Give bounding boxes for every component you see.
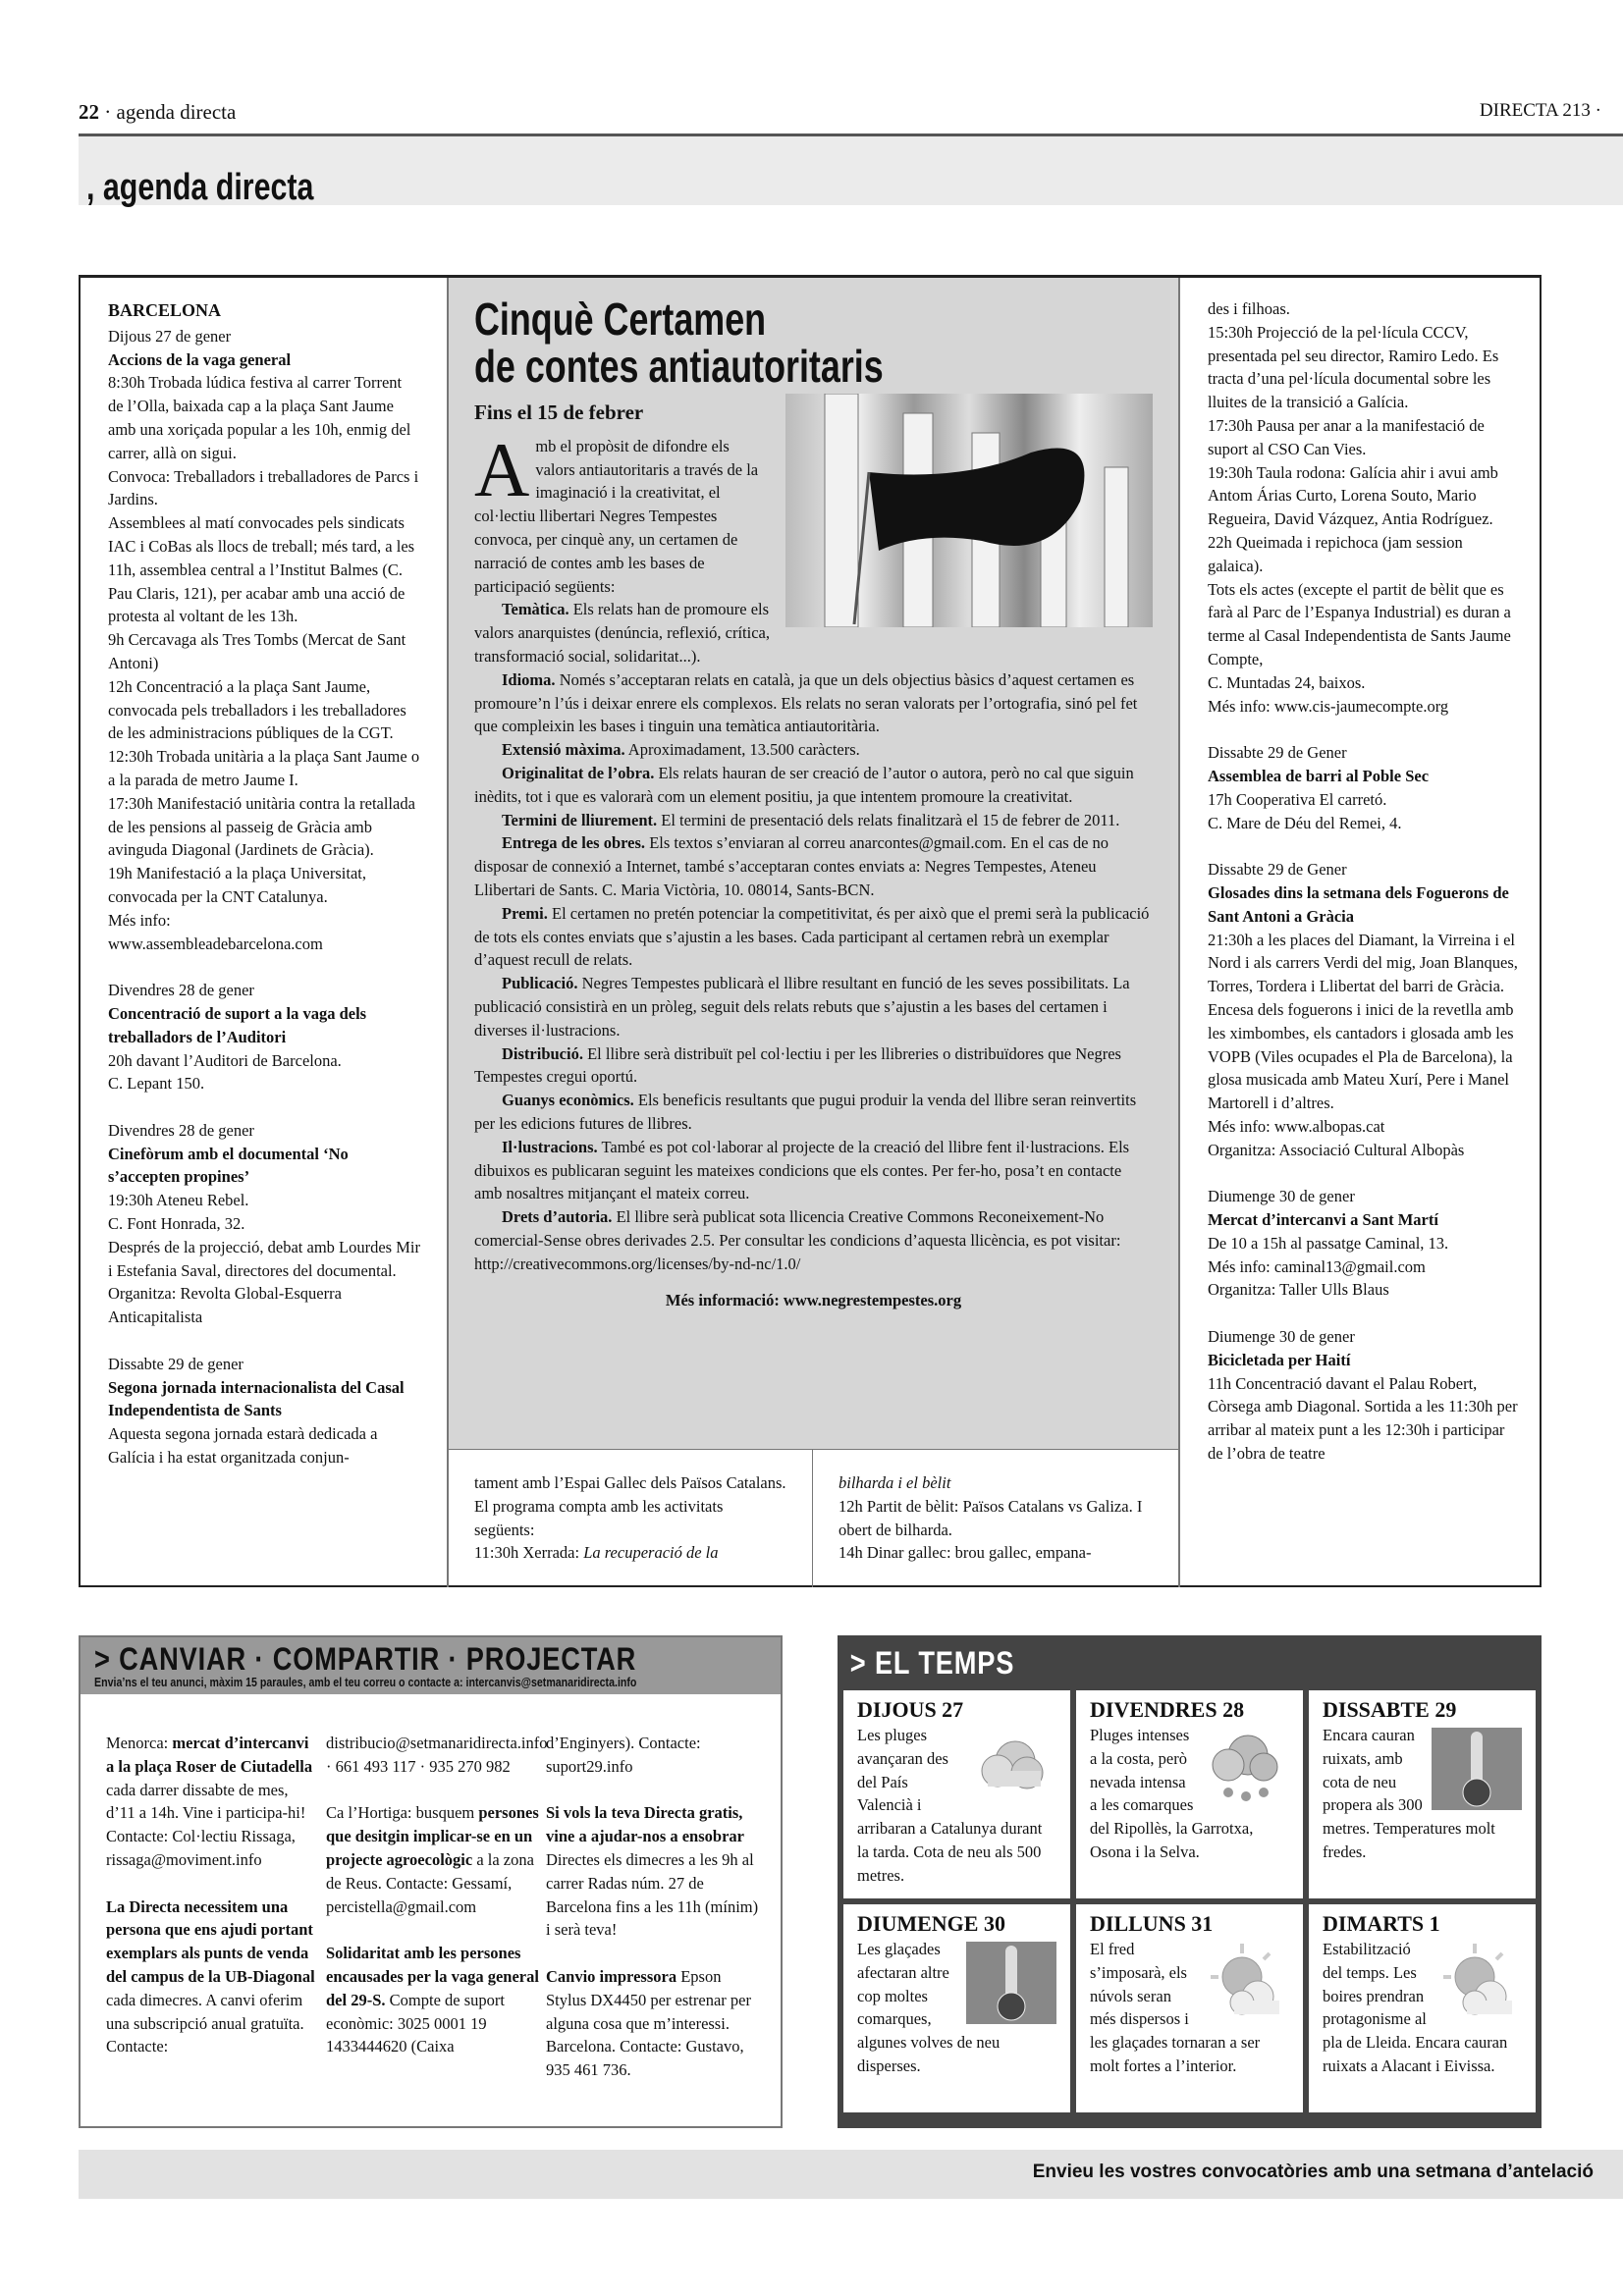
article-paragraph: [474, 809, 1153, 832]
paragraph-label: Extensió màxima.: [502, 740, 625, 760]
event-detail: Tots els actes (excepte el partit de bèlit que es farà al Parc de l’Espanya Industrial) es duran a terme al Casal Independentista de Sants Jaume Compte,: [1208, 579, 1511, 668]
rain-icon: [1199, 1728, 1289, 1810]
article: [447, 278, 1180, 1449]
classifieds-column: [106, 1732, 320, 2082]
event-detail: 15:30h Projecció de la pel·lícula CCCV, presentada pel seu director, Ramiro Ledo. Es tracta d’una pel·lícula documental sobre les lluites de la transició a Galícia.: [1208, 322, 1499, 412]
event-detail: 19h Manifestació a la plaça Universitat, convocada per la CNT Catalunya.: [108, 864, 366, 906]
event-detail: 17:30h Manifestació unitària contra la retallada de les pensions al passeig de Gràcia amb avinguda Diagonal (Jardinets de Gràcia).: [108, 793, 415, 860]
page-header-left: [79, 100, 236, 125]
article-paragraph: [474, 1205, 1153, 1275]
article-paragraph: [474, 762, 1153, 809]
event-title: Concentració de suport a la vaga dels treballadors de l’Auditori: [108, 1003, 367, 1046]
event-detail: des i filhoas.: [1208, 299, 1290, 318]
paragraph-text: Els relats hauran de ser creació de l’autor o autora, però no cal que siguin inèdits, tot i que es valorarà com un element positiu, ja que intentem promoure la creativitat.: [474, 763, 1134, 806]
paragraph-text: El llibre serà distribuït pel col·lectiu i per les llibreries o distribuïdores que Negres Tempestes cregui oportú.: [474, 1043, 1121, 1087]
cloud-icon: [966, 1728, 1056, 1810]
classifieds-title: > CANVIAR · COMPARTIR · PROJECTAR: [94, 1641, 637, 1677]
event-date: Diumenge 30 de gener: [1208, 1187, 1355, 1206]
city-heading: BARCELONA: [108, 300, 222, 320]
continuation-b: [813, 1449, 1180, 1587]
event-detail: C. Lepant 150.: [108, 1074, 205, 1094]
weather-day: [1309, 1904, 1536, 2112]
paragraph-label: Idioma.: [502, 669, 556, 689]
thermometer-icon: [1432, 1728, 1522, 1810]
article-paragraph: [474, 1042, 1153, 1090]
ad-text: a la zona de Reus. Contacte: Gessamí, percistella@gmail.com: [326, 1849, 534, 1916]
event-detail: 12h Concentració a la plaça Sant Jaume, convocada pels treballadors i les treballadores de les administracions públiques de la CGT.: [108, 676, 406, 743]
classified-ad: [106, 1732, 320, 1872]
drop-cap: A: [474, 426, 530, 512]
article-paragraph: [474, 668, 1153, 738]
weather-box: [838, 1635, 1542, 2128]
article-intro: mb el propòsit de difondre els valors antiautoritaris a través de la imaginació i la creativitat, el col·lectiu llibertari Negres Tempestes convoca, per cinquè any, un certamen de narració de contes amb les bases de participació següents:: [474, 436, 759, 596]
event-detail: 19:30h Ateneu Rebel.: [108, 1191, 249, 1210]
event: [108, 325, 420, 956]
event-detail: 12:30h Trobada unitària a la plaça Sant Jaume o a la parada de metro Jaume I.: [108, 747, 420, 789]
event-detail: 11h Concentració davant el Palau Robert, Còrsega amb Diagonal. Sortida a les 11:30h per arribar al mateix punt a les 12:30h i participar de l’obra de teatre: [1208, 1373, 1518, 1464]
event-title: Accions de la vaga general: [108, 349, 292, 369]
event-detail: C. Mare de Déu del Remei, 4.: [1208, 813, 1402, 832]
issue-number: DIRECTA 213 ·: [1479, 100, 1601, 121]
event-detail: 21:30h a les places del Diamant, la Virreina i el Nord i als carrers Verdi del mig, Joan Blanques, Torres, Tordera i Llibertat del barri de Gràcia.: [1208, 930, 1518, 996]
ad-text: Solidaritat amb les persones encausades per la vaga general del 29-S.: [326, 1944, 539, 2009]
article-paragraph: [474, 831, 1153, 901]
sun-cloud-icon: [1432, 1942, 1522, 2024]
event: [1208, 741, 1518, 834]
weather-day: [1076, 1904, 1303, 2112]
event-detail: 8:30h Trobada lúdica festiva al carrer Torrent de l’Olla, baixada cap a la plaça Sant Jaume amb una xoriçada popular a les 10h, enmig del carrer, allà on sigui.: [108, 373, 411, 462]
weather-forecast: Les glaçades afectaran altre cop moltes comarques, algunes volves de neu disperses.: [857, 1940, 1001, 2075]
ad-text: d’Enginyers). Contacte: suport29.info: [546, 1734, 701, 1776]
footer-text: Envieu les vostres convocatòries amb una setmana d’antelació: [1032, 2162, 1594, 2182]
paragraph-text: El certamen no pretén potenciar la competitivitat, és per això que el premi serà la publicació de tots els contes enviats que s’ajustin a les bases. Cada participant al certamen rebrà un exemplar d’aquest recull de relats.: [474, 903, 1150, 970]
ad-text: Directes els dimecres a les 9h al carrer Radas núm. 27 de Barcelona fins a les 11h (mínim) i serà teva!: [546, 1849, 759, 1940]
paragraph-text: El llibre serà publicat sota llicencia Creative Commons Reconeixement-No comercial-Sense obres derivades 2.5. Per consultar les condicions d’aquesta llicència, es pot visitar: http://creativecommons.org/licenses/by-nd-nc/1.0/: [474, 1207, 1121, 1273]
event-date: Divendres 28 de gener: [108, 1120, 254, 1140]
ad-text: mercat d’intercanvi a la plaça Roser de Ciutadella: [106, 1734, 313, 1776]
paragraph-text: Els textos s’enviaran al correu anarcontes@gmail.com. En el cas de no disposar de connexió a Internet, també s’acceptaran contes enviats a: Negres Tempestes, Ateneu Llibertari de Sants. C. Maria Victòria, 10. 08014, Sants-BCN.: [474, 833, 1109, 899]
thermometer-icon: [966, 1942, 1056, 2024]
text: 14h Dinar gallec: brou gallec, empana-: [839, 1543, 1092, 1563]
classified-ad: [326, 1801, 540, 1918]
article-paragraph: [474, 738, 1153, 762]
event: [1208, 858, 1518, 1161]
event: [108, 1353, 420, 1469]
event-detail: Després de la projecció, debat amb Lourdes Mir i Estefania Saval, directores del documental.: [108, 1237, 420, 1280]
event-detail: Organitza: Taller Ulls Blaus: [1208, 1280, 1389, 1300]
classifieds-column: [546, 1732, 760, 2106]
event-detail: 20h davant l’Auditori de Barcelona.: [108, 1050, 342, 1070]
classifieds-box: [79, 1635, 783, 2128]
classified-ad: [326, 1732, 548, 1779]
more-info: Més informació: www.negrestempestes.org: [665, 1291, 962, 1310]
classified-ad: [546, 1965, 760, 2082]
classifieds-header: [81, 1637, 781, 1694]
event-detail: C. Font Honrada, 32.: [108, 1214, 245, 1234]
right-column: [1180, 278, 1542, 1587]
paragraph-text: Aproximadament, 13.500 caràcters.: [624, 740, 860, 760]
event-title: Mercat d’intercanvi a Sant Martí: [1208, 1210, 1438, 1230]
event-date: Dissabte 29 de Gener: [1208, 860, 1347, 880]
paragraph-label: Originalitat de l’obra.: [502, 763, 655, 782]
event-title: Cinefòrum amb el documental ‘No s’accepten propines’: [108, 1144, 349, 1187]
page-number: 22: [79, 100, 99, 124]
paragraph-label: Il·lustracions.: [502, 1137, 598, 1156]
classified-ad: [546, 1732, 760, 1779]
event-detail: Més info: www.cis-jaumecompte.org: [1208, 696, 1449, 716]
weather-day: [1076, 1690, 1303, 1898]
event-detail: Més info: www.albopas.cat: [1208, 1116, 1385, 1136]
paragraph-text: També es pot col·laborar al projecte de la creació del llibre fent il·lustracions. Els dibuixos es publicaran seguint les mateixes condicions que els contes. Per fer-ho, posa’t en contacte amb nosaltres mitjançant el mateix correu.: [474, 1137, 1130, 1203]
event-detail: De 10 a 15h al passatge Caminal, 13.: [1208, 1233, 1449, 1253]
section-title: , agenda directa: [86, 167, 314, 208]
classified-ad: [546, 1801, 760, 1942]
event-title: Bicicletada per Haití: [1208, 1350, 1351, 1369]
event-date: Dijous 27 de gener: [108, 326, 232, 346]
ad-text: La Directa necessitem una persona que ens ajudi portant exemplars als punts de venda del campus de la UB-Diagonal: [106, 1896, 315, 1986]
ad-text: distribucio@setmanaridirecta.info · 661 493 117 · 935 270 982: [326, 1734, 548, 1776]
weather-title: > EL TEMPS: [849, 1645, 1015, 1681]
section-name: · agenda directa: [99, 100, 237, 124]
paragraph-label: Premi.: [502, 903, 548, 923]
event-detail: C. Muntadas 24, baixos.: [1208, 672, 1366, 692]
agenda-box: [79, 275, 1542, 1587]
continuation-a: [447, 1449, 813, 1587]
paragraph-label: Drets d’autoria.: [502, 1207, 613, 1227]
ad-text: persones que desitgin implicar-se en un projecte agroecològic: [326, 1803, 539, 1869]
event-detail: Organitza: Revolta Global-Esquerra Anticapitalista: [108, 1284, 342, 1327]
paragraph-text: Només s’acceptaran relats en català, ja que un dels objectius bàsics d’aquest certamen es promoure’n l’ús i deixar enrere els complexos. Els relats no seran valorats per l’ortografia, sinó pel fet que compleixin les bases i tinguin una temàtica antiautoritària.: [474, 669, 1138, 736]
weather-day-label: DIJOUS 27: [857, 1697, 964, 1722]
weather-forecast: El fred s’imposarà, els núvols seran més dispersos i les glaçades tornaran a ser molt fortes a l’interior.: [1090, 1940, 1261, 2075]
paragraph-label: Distribució.: [502, 1043, 583, 1063]
paragraph-label: Entrega de les obres.: [502, 833, 646, 853]
ad-text: Canvio impressora: [546, 1966, 677, 1986]
article-paragraph: [474, 1089, 1153, 1136]
title-line: Cinquè Certamen: [474, 294, 767, 345]
event-title: Assemblea de barri al Poble Sec: [1208, 766, 1430, 785]
weather-forecast: Encara cauran ruixats, amb cota de neu propera als 300 metres. Temperatures molt fredes.: [1323, 1726, 1495, 1861]
event-detail: 17h Cooperativa El carretó.: [1208, 789, 1387, 809]
weather-forecast: Les pluges avançaran des del País Valencià i arribaran a Catalunya durant la tarda. Cota de neu als 500 metres.: [857, 1726, 1043, 1885]
event-title: Segona jornada internacionalista del Casal Independentista de Sants: [108, 1377, 405, 1420]
paragraph-text: Negres Tempestes publicarà el llibre resultant en funció de les seves possibilitats. La publicació consistirà en un pròleg, seguit dels relats rebuts que s’ajustin a les bases del certamen i diverses il·lustracions.: [474, 974, 1130, 1040]
event-detail: 9h Cercavaga als Tres Tombs (Mercat de Sant Antoni): [108, 630, 406, 672]
article-paragraph: [474, 902, 1153, 972]
ad-text: cada darrer dissabte de mes, d’11 a 14h. Vine i participa-hi! Contacte: Col·lectiu Rissaga, rissaga@moviment.info: [106, 1780, 306, 1869]
event: [1208, 1325, 1518, 1466]
paragraph-label: Termini de lliurement.: [502, 810, 658, 829]
ad-text: Menorca:: [106, 1734, 173, 1752]
event-date: Diumenge 30 de gener: [1208, 1327, 1355, 1347]
weather-forecast: Pluges intenses a la costa, però nevada intensa a les comarques del Ripollès, la Garrotxa, Osona i la Selva.: [1090, 1726, 1254, 1861]
text: 12h Partit de bèlit: Països Catalans vs Galiza. I obert de bilharda.: [839, 1496, 1143, 1539]
event-detail: 22h Queimada i repichoca (jam session galaica).: [1208, 532, 1463, 575]
event-detail: Organitza: Associació Cultural Albopàs: [1208, 1140, 1465, 1159]
article-paragraph: [474, 1136, 1153, 1205]
event-title: Glosades dins la setmana dels Foguerons de Sant Antoni a Gràcia: [1208, 882, 1509, 926]
paragraph-text: El termini de presentació dels relats finalitzarà el 15 de febrer de 2011.: [657, 810, 1120, 829]
event-detail: www.assembleadebarcelona.com: [108, 934, 323, 953]
weather-day: [843, 1904, 1070, 2112]
classified-ad: [326, 1942, 540, 2058]
sun-cloud-icon: [1199, 1942, 1289, 2024]
weather-day-label: DILLUNS 31: [1090, 1911, 1214, 1936]
event-detail: 19:30h Taula rodona: Galícia ahir i avui amb Antom Árias Curto, Lorena Souto, Mario Regueira, David Vázquez, Antia Rodríguez.: [1208, 462, 1498, 529]
event-detail: Convoca: Treballadors i treballadores de Parcs i Jardins.: [108, 466, 419, 509]
weather-day: [1309, 1690, 1536, 1898]
ad-text: Ca l’Hortiga: busquem: [326, 1803, 479, 1823]
text: tament amb l’Espai Gallec dels Països Catalans. El programa compta amb les activitats següents:: [474, 1473, 786, 1539]
event-detail: Més info:: [108, 910, 171, 930]
text: La recuperació de la: [583, 1543, 719, 1563]
text: bilharda i el bèlit: [839, 1473, 951, 1492]
weather-day-label: DIVENDRES 28: [1090, 1697, 1245, 1722]
weather-forecast: Estabilització del temps. Les boires prendran protagonisme al pla de Lleida. Encara cauran ruixats a Alacant i Eivissa.: [1323, 1940, 1508, 2075]
paragraph-label: Publicació.: [502, 974, 578, 993]
article-paragraph: [474, 972, 1153, 1041]
paragraph-text: Els beneficis resultants que pugui produir la venda del llibre seran reinvertits per les edicions futures de llibres.: [474, 1091, 1137, 1133]
black-flag-photo: [785, 394, 1153, 627]
weather-day-label: DIMARTS 1: [1323, 1911, 1440, 1936]
event-date: Divendres 28 de gener: [108, 981, 254, 1000]
event-date: Dissabte 29 de Gener: [1208, 743, 1347, 763]
paragraph-label: Temàtica.: [502, 600, 569, 619]
event: [108, 1119, 420, 1329]
left-column: [108, 299, 420, 1493]
event: [108, 979, 420, 1095]
classified-ad: [106, 1896, 320, 2059]
classifieds-column: [326, 1732, 548, 2082]
ad-text: Compte de suport econòmic: 3025 0001 19 1433444620 (Caixa: [326, 1990, 505, 2056]
paragraph-text: Els relats han de promoure els valors anarquistes (denúncia, reflexió, crítica, transformació social, solidaritat...).: [474, 600, 770, 666]
event-detail: 17:30h Pausa per anar a la manifestació de suport al CSO Can Vies.: [1208, 415, 1485, 458]
event-detail: Aquesta segona jornada estarà dedicada a Galícia i ha estat organitzada conjun-: [108, 1424, 378, 1468]
weather-day: [843, 1690, 1070, 1898]
article-subtitle: Fins el 15 de febrer: [474, 400, 644, 424]
paragraph-label: Guanys econòmics.: [502, 1091, 634, 1110]
ad-text: cada dimecres. A canvi oferim una subscripció anual gratuïta. Contacte:: [106, 1990, 304, 2056]
ad-text: Epson Stylus DX4450 per estrenar per alguna cosa que m’interessi. Barcelona. Contacte: Gustavo, 935 461 736.: [546, 1966, 751, 2080]
title-line: de contes antiautoritaris: [474, 341, 884, 392]
event-detail: Encesa dels foguerons i inici de la revetlla amb les ximbombes, els cantadors i glosada amb les VOPB (Viles ocupades el Pla de Barcelona), la glosa musicada amb Mateu Xurí, Pere i Manel Martorell i d’altres.: [1208, 999, 1514, 1113]
event-detail: Més info: caminal13@gmail.com: [1208, 1256, 1426, 1276]
weather-day-label: DISSABTE 29: [1323, 1697, 1457, 1722]
text: 11:30h Xerrada:: [474, 1543, 584, 1563]
event-detail: Assemblees al matí convocades pels sindicats IAC i CoBas als llocs de treball; més tard, a les 11h, assemblea central a l’Institut Balmes (C. Pau Claris, 121), per acabar amb una acció de protesta al voltant de les 13h.: [108, 513, 415, 626]
event: [1208, 1185, 1518, 1302]
classifieds-subtitle: Envia’ns el teu anunci, màxim 15 paraules, amb el teu correu o contacte a: intercanvis@setmanaridirecta.info: [94, 1676, 637, 1689]
weather-day-label: DIUMENGE 30: [857, 1911, 1005, 1936]
ad-text: Si vols la teva Directa gratis, vine a ajudar-nos a ensobrar: [546, 1803, 744, 1846]
event-date: Dissabte 29 de gener: [108, 1354, 243, 1373]
article-title: [474, 295, 1003, 390]
